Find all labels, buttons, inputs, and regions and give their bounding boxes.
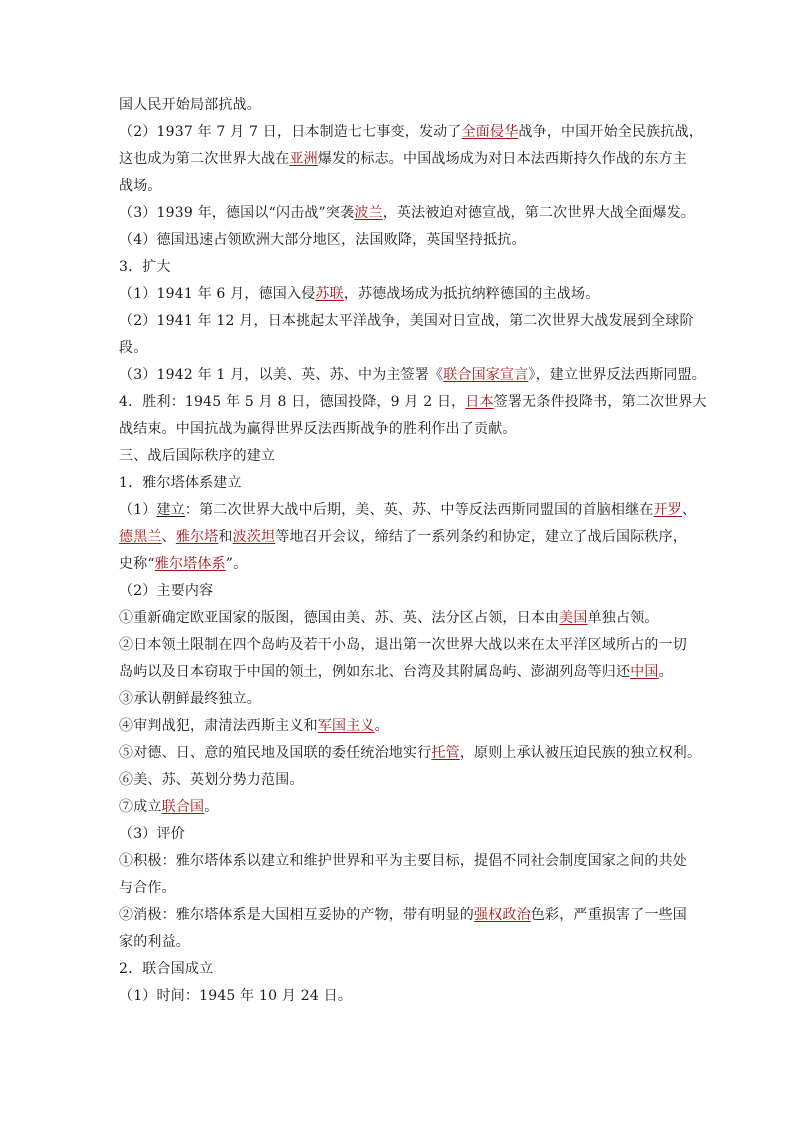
- text-run: （2）1937 年 7 月 7 日，日本制造七七事变，发动了: [119, 124, 462, 140]
- text-line: [119, 686, 704, 713]
- text-line: [119, 767, 704, 794]
- text-run: ：第二次世界大战中后期，美、英、苏、中等反法西斯同盟国的首脑相继在: [184, 502, 654, 518]
- text-run: ③承认朝鲜最终独立。: [119, 691, 261, 707]
- text-run: ⑤对德、日、意的殖民地及国联的委任统治地实行: [119, 745, 432, 761]
- text-run: 岛屿以及日本窃取于中国的领土，例如东北、台湾及其附属岛屿、澎湖列岛等归还: [119, 664, 631, 680]
- text-line: [119, 956, 704, 983]
- text-line: [119, 794, 704, 821]
- text-line: [119, 740, 704, 767]
- text-run: 1．雅尔塔体系建立: [119, 475, 242, 491]
- text-run: ①重新确定欧亚国家的版图，德国由美、苏、英、法分区占领，日本由: [119, 610, 560, 626]
- text-run: 、: [681, 502, 697, 518]
- text-run: ②消极：雅尔塔体系是大国相互妥协的产物，带有明显的: [119, 907, 474, 923]
- text-run: 战结束。中国抗战为赢得世界反法西斯战争的胜利作出了贡献。: [119, 421, 517, 437]
- text-run: （3）评价: [119, 826, 185, 842]
- text-line: [119, 902, 704, 929]
- text-run: 。: [658, 664, 673, 680]
- underlined-keyword: 亚洲: [289, 151, 318, 167]
- text-line: [119, 362, 707, 389]
- text-line: [119, 416, 704, 443]
- underlined-keyword: 波兰: [354, 205, 383, 221]
- text-run: （3）1939 年，德国以“闪击战”突袭: [119, 205, 355, 221]
- underlined-keyword: 军国主义: [317, 718, 375, 734]
- text-run: ，原则上承认被压迫民族的独立权利。: [459, 745, 702, 761]
- text-run: （2）1941 年 12 月，日本挑起太平洋战争，美国对日宣战，第二次世界大战发展到全球阶: [119, 313, 694, 329]
- text-run: 史称“: [119, 556, 155, 572]
- text-run: 等地召开会议，缔结了一系列条约和协定，建立了战后国际秩序，: [275, 529, 688, 545]
- text-run: （3）1942 年 1 月，以美、英、苏、中为主签署《: [119, 367, 444, 383]
- text-line: [119, 443, 704, 470]
- text-run: 单独占领。: [587, 610, 659, 626]
- underlined-keyword: 波茨坦: [232, 529, 276, 545]
- text-run: 。: [204, 799, 219, 815]
- text-line: [119, 929, 704, 956]
- text-run: 签署无条件投降书，第二次世界大: [493, 394, 707, 410]
- text-run: （1）时间：1945 年 10 月 24 日。: [119, 988, 353, 1004]
- text-line: [119, 875, 704, 902]
- text-run: 爆发的标志。中国战场成为对日本法西斯持久作战的东方主: [317, 151, 688, 167]
- text-run: ①积极：雅尔塔体系以建立和维护世界和平为主要目标，提倡不同社会制度国家之间的共处: [119, 853, 687, 869]
- text-line: [119, 173, 704, 200]
- text-run: 家的利益。: [119, 934, 190, 950]
- underlined-keyword: 全面侵华: [461, 124, 519, 140]
- text-run: 》，建立世界反法西斯同盟。: [528, 367, 707, 383]
- text-run: 段。: [119, 340, 148, 356]
- text-line: [119, 281, 704, 308]
- text-line: [119, 578, 704, 605]
- text-run: 色彩，严重损害了一些国: [530, 907, 688, 923]
- text-line: [119, 983, 704, 1010]
- text-run: 3．扩大: [119, 259, 171, 275]
- text-line: [119, 632, 704, 659]
- underlined-keyword: 苏联: [315, 286, 344, 302]
- document-body: [119, 92, 707, 1010]
- text-run: 。: [374, 718, 389, 734]
- underlined-keyword: 联合国: [161, 799, 205, 815]
- underlined-keyword: 托管: [431, 745, 460, 761]
- text-run: 国人民开始局部抗战。: [119, 97, 261, 113]
- text-run: 2．联合国成立: [119, 961, 214, 977]
- text-run: 与合作。: [119, 880, 176, 896]
- text-line: [119, 497, 704, 524]
- text-run: （1）1941 年 6 月，德国入侵: [119, 286, 316, 302]
- text-run: 和: [218, 529, 233, 545]
- text-line: [119, 335, 704, 362]
- text-run: ④审判战犯，肃清法西斯主义和: [119, 718, 318, 734]
- underlined-keyword: 中国: [630, 664, 659, 680]
- text-run: ②日本领土限制在四个岛屿及若干小岛，退出第一次世界大战以来在太平洋区域所占的一切: [119, 637, 687, 653]
- text-line: [119, 119, 704, 146]
- text-line: [119, 713, 704, 740]
- text-line: [119, 659, 704, 686]
- text-line: [119, 524, 704, 551]
- underlined-term: 建立: [156, 502, 185, 518]
- underlined-keyword: 日本: [465, 394, 494, 410]
- underlined-keyword: 开罗: [653, 502, 682, 518]
- text-line: [119, 605, 704, 632]
- text-line: [119, 848, 704, 875]
- text-run: ，英法被迫对德宣战，第二次世界大战全面爆发。: [382, 205, 696, 221]
- text-run: ”。: [225, 556, 248, 572]
- text-line: [119, 389, 707, 416]
- text-run: 战争，中国开始全民族抗战，: [518, 124, 704, 140]
- text-line: [119, 227, 704, 254]
- text-line: [119, 551, 704, 578]
- underlined-keyword: 雅尔塔: [175, 529, 219, 545]
- text-run: 战场。: [119, 178, 162, 194]
- text-run: ，苏德战场成为抵抗纳粹德国的主战场。: [343, 286, 600, 302]
- text-run: ⑥美、苏、英划分势力范围。: [119, 772, 304, 788]
- text-line: [119, 254, 704, 281]
- text-line: [119, 308, 704, 335]
- text-line: [119, 200, 704, 227]
- underlined-keyword: 德黑兰: [119, 529, 162, 545]
- text-run: 三、战后国际秩序的建立: [119, 448, 276, 464]
- text-run: （1）: [119, 502, 157, 518]
- text-run: 这也成为第二次世界大战在: [119, 151, 290, 167]
- text-run: （2）主要内容: [119, 583, 214, 599]
- text-run: 4．胜利：1945 年 5 月 8 日，德国投降，9 月 2 日，: [119, 394, 466, 410]
- underlined-keyword: 雅尔塔体系: [154, 556, 226, 572]
- text-line: [119, 821, 704, 848]
- underlined-keyword: 美国: [559, 610, 588, 626]
- text-run: （4）德国迅速占领欧洲大部分地区，法国败降，英国坚持抵抗。: [119, 232, 526, 248]
- text-run: 、: [161, 529, 176, 545]
- underlined-keyword: 联合国家宣言: [443, 367, 529, 383]
- text-run: ⑦成立: [119, 799, 162, 815]
- text-line: [119, 92, 704, 119]
- text-line: [119, 470, 704, 497]
- underlined-keyword: 强权政治: [474, 907, 531, 923]
- text-line: [119, 146, 704, 173]
